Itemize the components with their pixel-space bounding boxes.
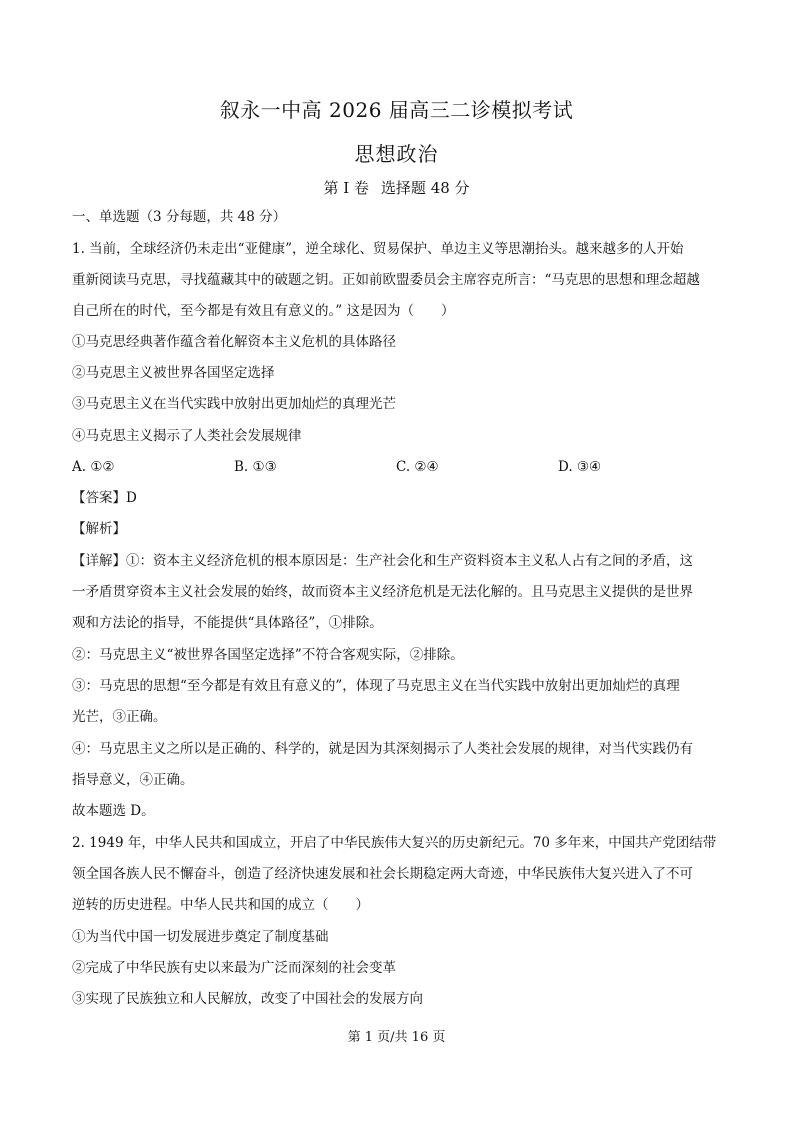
answer-label: 【答案】 [72,490,126,506]
volume-heading [0,177,793,198]
q1-analysis-line: ③：马克思的思想“至今都是有效且有意义的”，体现了马克思主义在当代实践中放射出更加灿烂的真理 [72,678,680,694]
volume-description: 选择题 48 分 [380,179,470,197]
q1-conclusion: 故本题选 D。 [72,803,155,819]
q1-option-b: B. ①③ [234,459,277,475]
q1-stem-line: 重新阅读马克思，寻找蕴藏其中的破题之钥。正如前欧盟委员会主席容克所言：“马克思的思想和理念超越 [72,272,700,288]
page-number: 第 1 页/共 16 页 [347,1030,446,1045]
q1-analysis-line: ②：马克思主义“被世界各国坚定选择”不符合客观实际，②排除。 [72,647,464,663]
q1-item: ③马克思主义在当代实践中放射出更加灿烂的真理光芒 [72,396,396,412]
q1-analysis-line: ④：马克思主义之所以是正确的、科学的，就是因为其深刻揭示了人类社会发展的规律，对当代实践仍有 [72,741,693,757]
section-heading: 一、单选题（3 分每题，共 48 分） [72,209,287,225]
q1-stem-line: 1. 当前，全球经济仍未走出“亚健康”，逆全球化、贸易保护、单边主义等思潮抬头。越来越多的人开始 [72,241,684,257]
q2-stem-line: 逆转的历史进程。中华人民共和国的成立（ ） [72,897,369,913]
q1-analysis-line: 光芒，③正确。 [72,709,167,725]
volume-label: 第 I 卷 [323,179,369,197]
q1-option-a: A. ①② [72,459,115,475]
detail-label: 【详解】 [72,553,126,569]
q1-answer [72,489,732,507]
q1-stem-line: 自己所在的时代，至今都是有效且有意义的。” 这是因为（ ） [72,303,455,319]
q2-item: ②完成了中华民族有史以来最为广泛而深刻的社会变革 [72,960,396,976]
answer-value: D [126,490,137,506]
q1-analysis-line [72,552,732,570]
subject-title: 思想政治 [354,142,439,166]
q1-option-d: D. ③④ [558,459,602,475]
q2-item: ①为当代中国一切发展进步奠定了制度基础 [72,929,329,945]
q1-analysis-line: 一矛盾贯穿资本主义社会发展的始终，故而资本主义经济危机是无法化解的。且马克思主义提供的是世界 [72,584,693,600]
q1-item: ②马克思主义被世界各国坚定选择 [72,365,275,381]
q1-option-c: C. ②④ [396,459,439,475]
q1-analysis-label: 【解析】 [72,521,126,537]
exam-title: 叙永一中高 2026 届高三二诊模拟考试 [219,98,574,122]
q2-item: ③实现了民族独立和人民解放，改变了中国社会的发展方向 [72,991,423,1007]
q1-analysis-line: 观和方法论的指导，不能提供“具体路径”，①排除。 [72,615,383,631]
q1-item: ①马克思经典著作蕴含着化解资本主义危机的具体路径 [72,334,396,350]
q1-analysis-line: 指导意义，④正确。 [72,772,194,788]
q1-item: ④马克思主义揭示了人类社会发展规律 [72,428,302,444]
q2-stem-line: 2. 1949 年，中华人民共和国成立，开启了中华民族伟大复兴的历史新纪元。70 多年来，中国共产党团结带 [72,835,717,851]
q2-stem-line: 领全国各族人民不懈奋斗，创造了经济快速发展和社会长期稳定两大奇迹，中华民族伟大复兴进入了不可 [72,866,693,882]
analysis-text: ①：资本主义经济危机的根本原因是：生产社会化和生产资料资本主义私人占有之间的矛盾，这 [126,553,693,569]
